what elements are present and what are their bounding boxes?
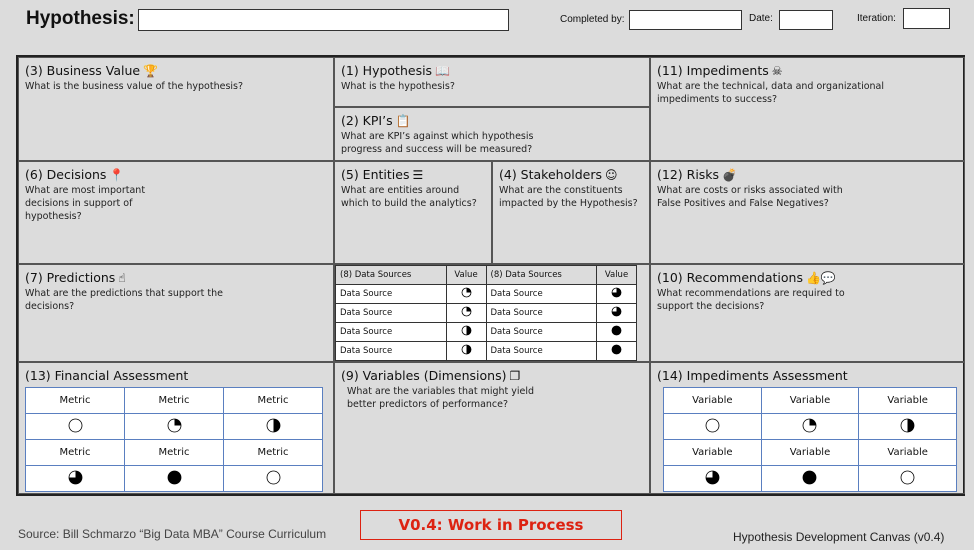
value-header: Value xyxy=(597,266,637,285)
table-row xyxy=(26,440,323,466)
metric-pie[interactable] xyxy=(26,466,125,492)
variable-label[interactable]: Variable xyxy=(664,440,762,466)
impediments-assessment-cell xyxy=(650,362,965,494)
impediments-title: (11) Impediments xyxy=(657,63,769,78)
skull-icon: ☠ xyxy=(771,64,783,78)
recommendations-cell xyxy=(650,264,965,362)
completed-by-input[interactable] xyxy=(629,10,742,30)
harvey-ball-icon xyxy=(705,418,720,433)
iteration-label: Iteration: xyxy=(857,13,896,24)
hypothesis-canvas xyxy=(16,55,965,496)
variable-label[interactable]: Variable xyxy=(761,440,859,466)
variables-desc: What are the variables that might yield better predictors of performance? xyxy=(347,386,535,410)
predictions-cell xyxy=(18,264,334,362)
risks-desc: What are costs or risks associated with False Positives and False Negatives? xyxy=(657,185,843,209)
variable-pie[interactable] xyxy=(859,466,957,492)
table-row xyxy=(26,414,323,440)
table-row xyxy=(664,414,957,440)
harvey-ball-icon xyxy=(705,470,720,485)
stakeholders-desc: What are the constituents impacted by the Hypothesis? xyxy=(499,185,638,209)
value-pie[interactable] xyxy=(597,304,637,323)
value-pie[interactable] xyxy=(597,342,637,361)
business-value-desc: What is the business value of the hypothesis? xyxy=(25,81,244,92)
impediments-cell xyxy=(650,57,965,161)
clipboard-icon: 📋 xyxy=(395,114,411,128)
recommendations-title: (10) Recommendations xyxy=(657,270,803,285)
decisions-desc: What are most important decisions in support of hypothesis? xyxy=(25,185,146,222)
data-sources-header: (8) Data Sources xyxy=(486,266,597,285)
variable-pie[interactable] xyxy=(664,466,762,492)
data-sources-header-row xyxy=(336,266,637,285)
table-row xyxy=(664,388,957,414)
value-header: Value xyxy=(446,266,486,285)
kpis-cell xyxy=(334,107,650,161)
decisions-title: (6) Decisions xyxy=(25,167,107,182)
hypothesis-input[interactable] xyxy=(138,9,509,31)
harvey-ball-icon xyxy=(611,306,622,317)
business-value-cell xyxy=(18,57,334,161)
variable-pie[interactable] xyxy=(664,414,762,440)
value-pie[interactable] xyxy=(446,285,486,304)
data-sources-header: (8) Data Sources xyxy=(336,266,447,285)
harvey-ball-icon xyxy=(461,325,472,336)
bomb-icon: 💣 xyxy=(722,168,738,182)
status-badge: V0.4: Work in Process xyxy=(360,510,622,540)
pointing-hand-icon: ☝ xyxy=(118,271,126,285)
predictions-desc: What are the predictions that support the decisions? xyxy=(25,288,224,312)
harvey-ball-icon xyxy=(900,418,915,433)
harvey-ball-icon xyxy=(167,418,182,433)
date-label: Date: xyxy=(749,13,773,24)
metric-label[interactable]: Metric xyxy=(224,388,323,414)
metric-label[interactable]: Metric xyxy=(224,440,323,466)
data-source-name[interactable]: Data Source xyxy=(486,285,597,304)
risks-cell xyxy=(650,161,965,264)
trophy-icon: 🏆 xyxy=(143,64,159,78)
value-pie[interactable] xyxy=(446,304,486,323)
table-row xyxy=(336,342,637,361)
metric-pie[interactable] xyxy=(26,414,125,440)
financial-grid xyxy=(25,387,323,492)
data-source-name[interactable]: Data Source xyxy=(336,342,447,361)
metric-pie[interactable] xyxy=(224,414,323,440)
financial-assessment-title: (13) Financial Assessment xyxy=(25,368,189,383)
impediments-grid xyxy=(663,387,957,492)
stakeholders-title: (4) Stakeholders xyxy=(499,167,602,182)
pin-icon: 📍 xyxy=(109,168,125,182)
decisions-cell xyxy=(18,161,334,264)
harvey-ball-icon xyxy=(68,418,83,433)
value-pie[interactable] xyxy=(597,285,637,304)
smiley-icon: ☺ xyxy=(604,168,618,182)
data-sources-cell xyxy=(334,264,650,362)
impediments-desc: What are the technical, data and organizational impediments to success? xyxy=(657,81,885,105)
recommendations-desc: What recommendations are required to support the decisions? xyxy=(657,288,845,312)
entities-desc: What are entities around which to build the analytics? xyxy=(341,185,477,209)
hypothesis-title: (1) Hypothesis xyxy=(341,63,433,78)
metric-pie[interactable] xyxy=(125,466,224,492)
variable-label[interactable]: Variable xyxy=(859,388,957,414)
date-input[interactable] xyxy=(779,10,833,30)
harvey-ball-icon xyxy=(802,418,817,433)
value-pie[interactable] xyxy=(446,342,486,361)
data-source-name[interactable]: Data Source xyxy=(336,304,447,323)
metric-label[interactable]: Metric xyxy=(26,388,125,414)
source-credit: Source: Bill Schmarzo “Big Data MBA” Course Curriculum xyxy=(18,527,327,541)
harvey-ball-icon xyxy=(68,470,83,485)
data-source-name[interactable]: Data Source xyxy=(336,285,447,304)
metric-label[interactable]: Metric xyxy=(125,440,224,466)
data-source-name[interactable]: Data Source xyxy=(486,304,597,323)
predictions-title: (7) Predictions xyxy=(25,270,116,285)
table-row xyxy=(664,440,957,466)
iteration-input[interactable] xyxy=(903,8,950,29)
variable-pie[interactable] xyxy=(859,414,957,440)
harvey-ball-icon xyxy=(461,306,472,317)
variables-cell xyxy=(334,362,650,494)
metric-label[interactable]: Metric xyxy=(26,440,125,466)
harvey-ball-icon xyxy=(461,287,472,298)
table-row xyxy=(336,304,637,323)
variable-label[interactable]: Variable xyxy=(859,440,957,466)
table-row xyxy=(664,466,957,492)
data-sources-table xyxy=(335,265,637,361)
harvey-ball-icon xyxy=(802,470,817,485)
completed-by-label: Completed by: xyxy=(560,14,625,25)
copy-icon: ❐ xyxy=(509,369,521,383)
business-value-title: (3) Business Value xyxy=(25,63,141,78)
metric-label[interactable]: Metric xyxy=(125,388,224,414)
entities-cell xyxy=(334,161,492,264)
harvey-ball-icon xyxy=(611,287,622,298)
list-icon: ☰ xyxy=(412,168,424,182)
variable-pie[interactable] xyxy=(761,414,859,440)
harvey-ball-icon xyxy=(167,470,182,485)
harvey-ball-icon xyxy=(266,470,281,485)
kpis-title: (2) KPI’s xyxy=(341,113,393,128)
value-pie[interactable] xyxy=(446,323,486,342)
harvey-ball-icon xyxy=(461,344,472,355)
risks-title: (12) Risks xyxy=(657,167,720,182)
financial-assessment-cell xyxy=(18,362,334,494)
hypothesis-cell xyxy=(334,57,650,107)
harvey-ball-icon xyxy=(611,344,622,355)
thumbs-speech-icon: 👍💬 xyxy=(805,271,836,285)
variable-pie[interactable] xyxy=(761,466,859,492)
stakeholders-cell xyxy=(492,161,650,264)
kpis-desc: What are KPI’s against which hypothesis progress and success will be measured? xyxy=(341,131,534,155)
data-source-name[interactable]: Data Source xyxy=(486,342,597,361)
hypothesis-label: Hypothesis: xyxy=(26,8,135,29)
table-row xyxy=(336,285,637,304)
variable-label[interactable]: Variable xyxy=(761,388,859,414)
metric-pie[interactable] xyxy=(224,466,323,492)
value-pie[interactable] xyxy=(597,323,637,342)
canvas-name: Hypothesis Development Canvas (v0.4) xyxy=(733,530,945,544)
table-row xyxy=(26,388,323,414)
data-source-name[interactable]: Data Source xyxy=(336,323,447,342)
entities-title: (5) Entities xyxy=(341,167,410,182)
table-row xyxy=(26,466,323,492)
hypothesis-desc: What is the hypothesis? xyxy=(341,81,455,92)
data-source-name[interactable]: Data Source xyxy=(486,323,597,342)
harvey-ball-icon xyxy=(611,325,622,336)
harvey-ball-icon xyxy=(900,470,915,485)
metric-pie[interactable] xyxy=(125,414,224,440)
book-icon: 📖 xyxy=(435,64,451,78)
table-row xyxy=(336,323,637,342)
harvey-ball-icon xyxy=(266,418,281,433)
impediments-assessment-title: (14) Impediments Assessment xyxy=(657,368,848,383)
variables-title: (9) Variables (Dimensions) xyxy=(341,368,507,383)
variable-label[interactable]: Variable xyxy=(664,388,762,414)
